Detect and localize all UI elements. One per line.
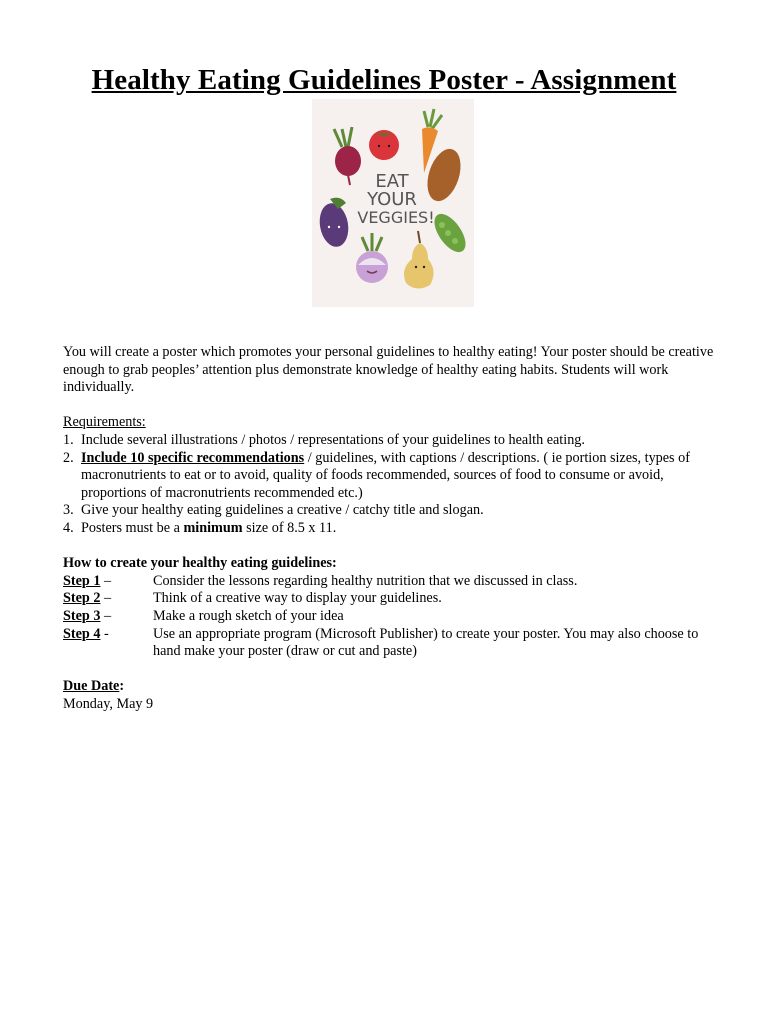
eat-your-veggies-illustration <box>312 99 474 307</box>
assignment-body <box>63 344 723 713</box>
step-row: Step 2 – Think of a creative way to display your guidelines. <box>63 590 723 608</box>
poster-text-your: YOUR <box>367 189 417 210</box>
requirement-emphasis: minimum <box>183 519 243 536</box>
how-to-heading: How to create your healthy eating guidelines: <box>63 555 337 572</box>
step-text: Use an appropriate program (Microsoft Publisher) to create your poster. You may also choose to hand make your poster (draw or cut and paste) <box>153 625 699 660</box>
due-date-heading: Due Date: <box>63 678 125 695</box>
beet-icon <box>334 127 361 185</box>
step-text: Think of a creative way to display your guidelines. <box>153 590 442 607</box>
requirement-item: 1. Include several illustrations / photos / representations of your guidelines to health eating. <box>63 431 585 448</box>
step-row: Step 1 – Consider the lessons regarding healthy nutrition that we discussed in class. <box>63 573 723 591</box>
requirement-emphasis: Include 10 specific recommendations <box>81 449 305 466</box>
step-label: Step 1 <box>63 572 101 589</box>
requirement-item: 4. Posters must be a minimum size of 8.5 x 11. <box>63 519 337 536</box>
step-label: Step 2 <box>63 590 101 607</box>
due-date-value: Monday, May 9 <box>63 695 154 712</box>
intro-paragraph: You will create a poster which promotes your personal guidelines to healthy eating! Your poster should be creative enough to grab peoples’ attention plus demonstrate knowledge of healthy eating habits. Students will work individually. <box>63 344 714 396</box>
pea-pod-icon <box>428 209 471 258</box>
step-row: Step 3 – Make a rough sketch of your idea <box>63 608 723 626</box>
step-label: Step 4 <box>63 625 101 642</box>
pear-squash-icon <box>404 231 434 289</box>
steps-list <box>63 573 723 661</box>
requirements-heading: Requirements: <box>63 414 146 431</box>
step-row: Step 4 - Use an appropriate program (Microsoft Publisher) to create your poster. You may also choose to hand make your poster (draw or cut and paste) <box>63 626 723 661</box>
requirement-item: 3. Give your healthy eating guidelines a creative / catchy title and slogan. <box>63 502 484 519</box>
turnip-icon <box>356 233 388 283</box>
poster-text-eat: EAT <box>375 171 409 192</box>
requirements-list <box>63 432 723 538</box>
poster-text-veggies: VEGGIES! <box>357 208 435 227</box>
eggplant-icon <box>316 198 351 249</box>
step-text: Make a rough sketch of your idea <box>153 607 344 624</box>
tomato-icon <box>369 130 399 160</box>
step-label: Step 3 <box>63 607 101 624</box>
requirement-item: 2. Include 10 specific recommendations / guidelines, with captions / descriptions. ( ie portion sizes, types of macronutrients to eat or to avoid, quality of foods recommended, sources of food to consume or avoid, proportions of macronutrients recommended etc.) <box>63 449 690 501</box>
document-title: Healthy Eating Guidelines Poster - Assignment <box>91 64 677 96</box>
step-text: Consider the lessons regarding healthy nutrition that we discussed in class. <box>153 572 578 589</box>
